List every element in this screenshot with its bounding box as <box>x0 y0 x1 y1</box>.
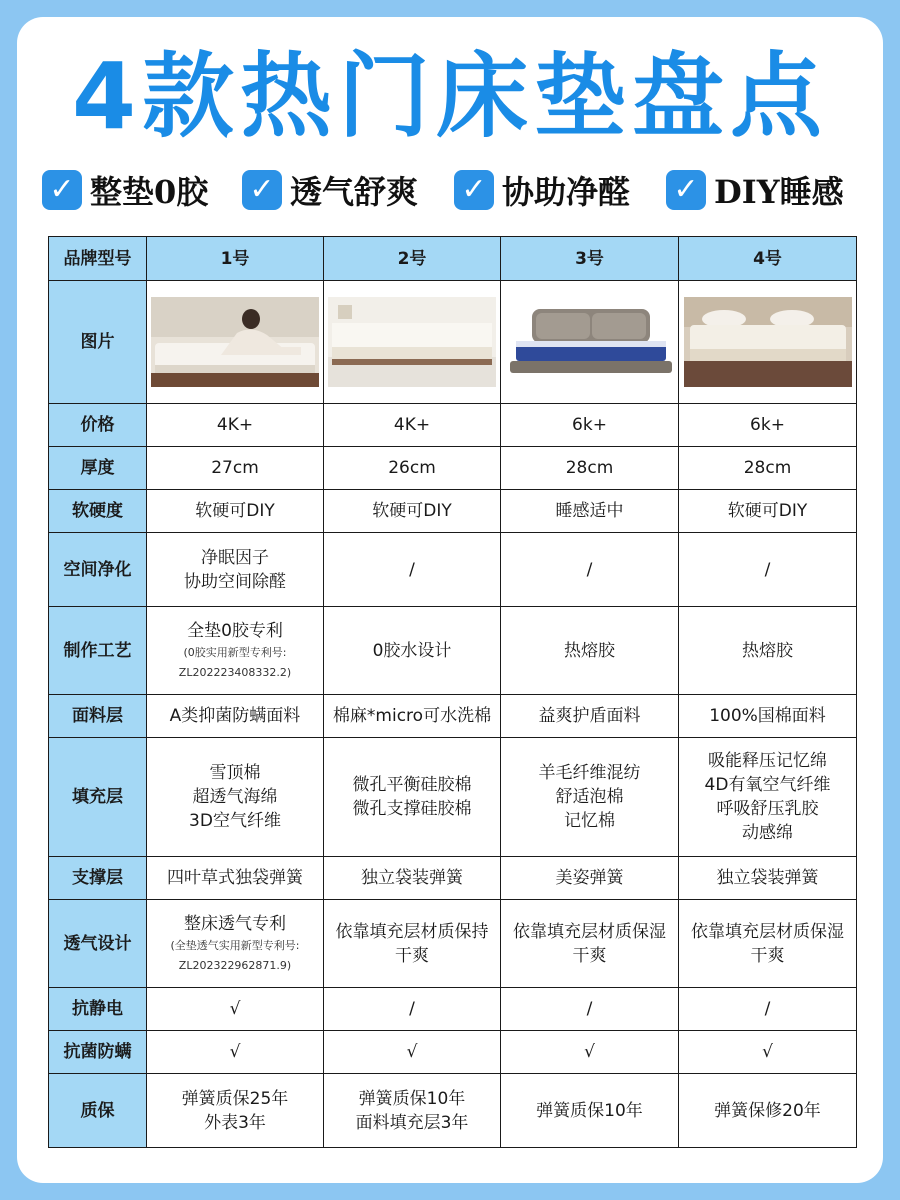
table-cell: 26cm <box>324 447 501 490</box>
table-cell: 4K+ <box>324 404 501 447</box>
table-row <box>49 404 857 447</box>
table-cell: 软硬可DIY <box>324 490 501 533</box>
mattress-2-image <box>328 297 496 387</box>
cell-line: 全垫0胶专利 <box>187 620 283 641</box>
table-cell: 弹簧保修20年 <box>679 1074 857 1148</box>
table-row <box>49 281 857 404</box>
feature-tags <box>42 166 862 214</box>
mattress-4-image <box>684 297 852 387</box>
table-row <box>49 447 857 490</box>
product-image-cell <box>324 281 501 404</box>
table-row <box>49 738 857 857</box>
table-cell <box>501 900 679 988</box>
cell-line: 弹簧质保25年 <box>181 1088 289 1109</box>
table-cell: 软硬可DIY <box>147 490 324 533</box>
table-row <box>49 533 857 607</box>
checkmark-icon: ✓ <box>666 170 706 210</box>
cell-line: 雪顶棉 <box>209 763 261 783</box>
table-cell: 独立袋装弹簧 <box>679 857 857 900</box>
cell-line: 羊毛纤维混纺 <box>538 763 641 783</box>
table-row <box>49 1031 857 1074</box>
row-label: 抗菌防螨 <box>49 1031 147 1074</box>
row-label: 厚度 <box>49 447 147 490</box>
table-row <box>49 1074 857 1148</box>
cell-line: 4D有氧空气纤维 <box>704 775 831 795</box>
table-cell: 睡感适中 <box>501 490 679 533</box>
table-row <box>49 695 857 738</box>
table-cell: 美姿弹簧 <box>501 857 679 900</box>
cell-line: 整床透气专利 <box>184 913 286 934</box>
table-cell: √ <box>147 1031 324 1074</box>
table-cell: √ <box>324 1031 501 1074</box>
patent-note: ZL202223408332.2) <box>178 665 292 679</box>
table-cell: 棉麻*micro可水洗棉 <box>324 695 501 738</box>
table-cell: A类抑菌防螨面料 <box>147 695 324 738</box>
product-image-cell <box>501 281 679 404</box>
cell-line: 记忆棉 <box>564 811 615 831</box>
table-cell: 0胶水设计 <box>324 607 501 695</box>
row-label: 质保 <box>49 1074 147 1148</box>
table-cell: 100%国棉面料 <box>679 695 857 738</box>
row-label: 空间净化 <box>49 533 147 607</box>
row-label: 制作工艺 <box>49 607 147 695</box>
feature-tag-label: DIY睡感 <box>714 173 844 211</box>
page-title: 4款热门床垫盘点 <box>71 43 828 150</box>
table-row <box>49 607 857 695</box>
table-cell: 6k+ <box>501 404 679 447</box>
table-row <box>49 988 857 1031</box>
cell-line: 干爽 <box>395 945 429 966</box>
table-cell <box>679 900 857 988</box>
table-cell <box>324 738 501 857</box>
table-cell <box>679 738 857 857</box>
feature-tag-label: 协助净醛 <box>502 173 631 211</box>
cell-line: 干爽 <box>750 945 785 966</box>
table-cell: 热熔胶 <box>501 607 679 695</box>
table-cell: / <box>501 533 679 607</box>
row-label: 价格 <box>49 404 147 447</box>
cell-line: 干爽 <box>572 945 607 966</box>
row-label: 抗静电 <box>49 988 147 1031</box>
cell-line: 依靠填充层材质保湿 <box>513 921 666 942</box>
cell-line: 协助空间除醛 <box>184 571 286 592</box>
checkmark-icon: ✓ <box>242 170 282 210</box>
table-row <box>49 490 857 533</box>
row-label: 支撑层 <box>49 857 147 900</box>
table-cell: 益爽护盾面料 <box>501 695 679 738</box>
cell-line: 弹簧质保10年 <box>358 1088 466 1109</box>
cell-line: 净眠因子 <box>201 547 269 568</box>
mattress-1-image <box>151 297 319 387</box>
table-cell: / <box>324 988 501 1031</box>
cell-line: 超透气海绵 <box>192 787 278 807</box>
row-label: 面料层 <box>49 695 147 738</box>
cell-line: 面料填充层3年 <box>355 1112 469 1133</box>
header-cell: 1号 <box>147 237 324 281</box>
mattress-3-image <box>506 297 674 387</box>
header-cell: 2号 <box>324 237 501 281</box>
feature-tag-label: 透气舒爽 <box>290 173 419 211</box>
table-cell <box>147 607 324 695</box>
table-cell <box>501 738 679 857</box>
table-cell: / <box>501 988 679 1031</box>
table-cell: √ <box>147 988 324 1031</box>
table-cell: √ <box>679 1031 857 1074</box>
table-cell: 热熔胶 <box>679 607 857 695</box>
table-row <box>49 900 857 988</box>
table-cell: 28cm <box>679 447 857 490</box>
row-label: 软硬度 <box>49 490 147 533</box>
feature-tag <box>666 166 844 214</box>
table-cell <box>147 533 324 607</box>
cell-line: 舒适泡棉 <box>555 787 624 807</box>
feature-tag-label: 整垫0胶 <box>90 173 209 211</box>
table-cell: / <box>679 533 857 607</box>
cell-line: 微孔平衡硅胶棉 <box>352 775 472 795</box>
cell-line: 动感绵 <box>742 823 793 843</box>
header-cell: 3号 <box>501 237 679 281</box>
patent-note: ZL202322962871.9) <box>178 958 292 972</box>
table-cell: 独立袋装弹簧 <box>324 857 501 900</box>
comparison-table <box>48 236 857 1148</box>
checkmark-icon: ✓ <box>454 170 494 210</box>
cell-line: 3D空气纤维 <box>189 811 281 831</box>
table-cell: / <box>679 988 857 1031</box>
product-image-cell <box>147 281 324 404</box>
table-cell: 28cm <box>501 447 679 490</box>
checkmark-icon: ✓ <box>42 170 82 210</box>
table-cell: 四叶草式独袋弹簧 <box>147 857 324 900</box>
patent-note: (全垫透气实用新型专利号: <box>170 938 300 952</box>
cell-line: 呼吸舒压乳胶 <box>716 799 819 819</box>
table-cell: / <box>324 533 501 607</box>
product-image-cell <box>679 281 857 404</box>
feature-tag <box>242 166 418 214</box>
table-cell: 6k+ <box>679 404 857 447</box>
patent-note: (0胶实用新型专利号: <box>183 645 287 659</box>
table-cell: 4K+ <box>147 404 324 447</box>
table-cell <box>147 900 324 988</box>
table-cell <box>147 738 324 857</box>
header-cell: 品牌型号 <box>49 237 147 281</box>
cell-line: 依靠填充层材质保持 <box>335 921 489 942</box>
row-label: 图片 <box>49 281 147 404</box>
table-cell <box>324 1074 501 1148</box>
cell-line: 微孔支撑硅胶棉 <box>352 799 472 819</box>
feature-tag <box>42 166 208 214</box>
feature-tag <box>454 166 630 214</box>
table-cell <box>147 1074 324 1148</box>
cell-line: 吸能释压记忆绵 <box>708 751 827 771</box>
table-cell: √ <box>501 1031 679 1074</box>
cell-line: 依靠填充层材质保湿 <box>691 921 844 942</box>
header-cell: 4号 <box>679 237 857 281</box>
table-cell <box>324 900 501 988</box>
table-row <box>49 857 857 900</box>
row-label: 填充层 <box>49 738 147 857</box>
cell-line: 外表3年 <box>204 1112 266 1133</box>
row-label: 透气设计 <box>49 900 147 988</box>
table-cell: 弹簧质保10年 <box>501 1074 679 1148</box>
table-cell: 27cm <box>147 447 324 490</box>
table-cell: 软硬可DIY <box>679 490 857 533</box>
table-header-row <box>49 237 857 281</box>
